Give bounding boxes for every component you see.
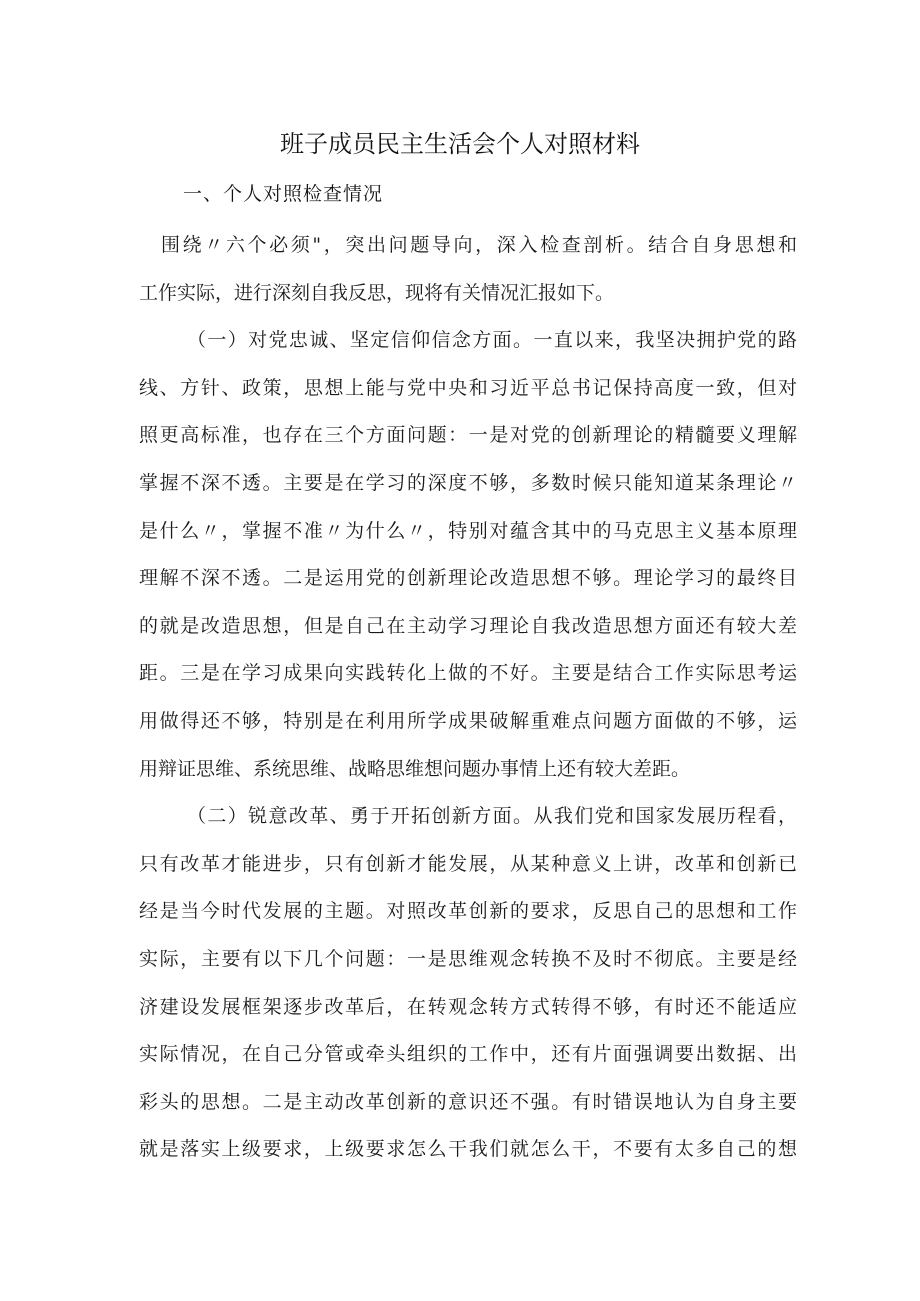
paragraph-line: 照更高标准，也存在三个方面问题：一是对党的创新理论的精髓要义理解	[139, 424, 797, 447]
paragraph-line: 距。三是在学习成果向实践转化上做的不好。主要是结合工作实际思考运	[139, 662, 797, 685]
document-body	[139, 222, 797, 1174]
paragraph-loyalty	[139, 317, 797, 793]
section-heading: 一、个人对照检查情况	[183, 183, 384, 205]
document-title: 班子成员民主生活会个人对照材料	[280, 130, 640, 158]
paragraph-line: 就是落实上级要求，上级要求怎么干我们就怎么干，不要有太多自己的想	[139, 1138, 797, 1161]
paragraph-line: 经是当今时代发展的主题。对照改革创新的要求，反思自己的思想和工作	[139, 900, 797, 923]
paragraph-line: 的就是改造思想，但是自己在主动学习理论自我改造思想方面还有较大差	[139, 614, 797, 637]
paragraph-line: 工作实际，进行深刻自我反思，现将有关情况汇报如下。	[139, 281, 615, 304]
paragraph-line: 实际情况，在自己分管或牵头组织的工作中，还有片面强调要出数据、出	[139, 1043, 797, 1066]
paragraph-line: 理解不深不透。二是运用党的创新理论改造思想不够。理论学习的最终目	[139, 567, 797, 590]
paragraph-line: 用做得还不够，特别是在利用所学成果破解重难点问题方面做的不够，运	[139, 709, 797, 732]
paragraph-line: 彩头的思想。二是主动改革创新的意识还不强。有时错误地认为自身主要	[139, 1090, 797, 1113]
paragraph-intro	[139, 222, 797, 317]
paragraph-line: （二）锐意改革、勇于开拓创新方面。从我们党和国家发展历程看，	[187, 805, 797, 828]
paragraph-line: 围绕〃六个必须"，突出问题导向，深入检查剖析。结合自身思想和	[161, 234, 797, 256]
paragraph-line: 用辩证思维、系统思维、战略思维想问题办事情上还有较大差距。	[139, 757, 691, 780]
paragraph-line: 只有改革才能进步，只有创新才能发展，从某种意义上讲，改革和创新已	[139, 852, 797, 875]
paragraph-line: 是什么〃，掌握不准〃为什么〃，特别对蕴含其中的马克思主义基本原理	[139, 519, 797, 542]
paragraph-line: 济建设发展框架逐步改革后，在转观念转方式转得不够，有时还不能适应	[139, 995, 797, 1018]
paragraph-line: 掌握不深不透。主要是在学习的深度不够，多数时候只能知道某条理论〃	[139, 471, 797, 494]
paragraph-line: 实际，主要有以下几个问题：一是思维观念转换不及时不彻底。主要是经	[139, 947, 797, 970]
paragraph-line: （一）对党忠诚、坚定信仰信念方面。一直以来，我坚决拥护党的路	[187, 329, 797, 352]
paragraph-line: 线、方针、政策，思想上能与党中央和习近平总书记保持高度一致，但对	[139, 376, 797, 399]
paragraph-reform	[139, 793, 797, 1174]
